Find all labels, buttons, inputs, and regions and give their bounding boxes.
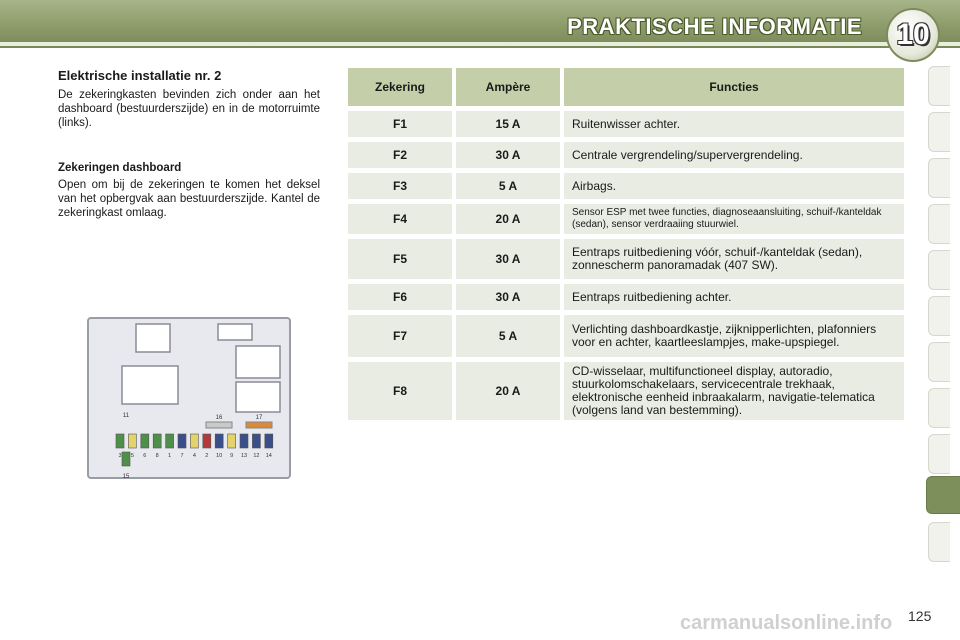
chapter-tab[interactable]	[928, 250, 950, 290]
fuse-id-cell: F5	[348, 239, 452, 279]
amp-cell: 30 A	[452, 142, 560, 168]
table-row	[348, 284, 904, 310]
chapter-tab[interactable]	[928, 342, 950, 382]
fuse-label: 6	[143, 453, 147, 459]
fuse-id-cell: F4	[348, 204, 452, 234]
table-row	[348, 173, 904, 199]
chapter-tab[interactable]	[928, 66, 950, 106]
amp-cell: 5 A	[452, 173, 560, 199]
fuse	[128, 434, 136, 448]
function-cell: Verlichting dashboardkastje, zijknipperlichten, plafonniers voor en achter, kaartleeslampjes, make-upspiegel.	[560, 315, 904, 357]
fuse	[240, 434, 248, 448]
subsection-title: Zekeringen dashboard	[58, 162, 182, 174]
page-title: PRAKTISCHE INFORMATIE	[567, 14, 862, 39]
page-number: 125	[908, 608, 932, 624]
fuse	[190, 434, 198, 448]
fuse-label: 13	[240, 453, 248, 459]
amp-cell: 5 A	[452, 315, 560, 357]
fuse-label: 11	[122, 413, 130, 419]
chapter-tab[interactable]	[928, 112, 950, 152]
chapter-tab-active[interactable]	[926, 476, 960, 514]
watermark: carmanualsonline.info	[680, 612, 893, 634]
chapter-number: 10	[896, 18, 930, 51]
column-header-fuse: Zekering	[348, 68, 452, 106]
maxi-fuse	[206, 422, 232, 428]
fuse-label: 15	[122, 474, 130, 480]
amp-cell: 15 A	[452, 111, 560, 137]
table-row	[348, 111, 904, 137]
table-row	[348, 239, 904, 279]
fuse	[116, 434, 124, 448]
table-row	[348, 315, 904, 357]
relay-slot	[218, 324, 252, 340]
function-cell: Eentraps ruitbediening vóór, schuif-/kanteldak (sedan), zonnescherm panoramadak (407 SW).	[560, 239, 904, 279]
fuse	[203, 434, 211, 448]
amp-cell: 30 A	[452, 239, 560, 279]
header-stripe	[0, 42, 960, 46]
table-row	[348, 142, 904, 168]
fuse-id-cell: F3	[348, 173, 452, 199]
relay-slot	[136, 324, 170, 352]
intro-paragraph: De zekeringkasten bevinden zich onder aan het dashboard (bestuurderszijde) en in de motorruimte (links).	[58, 89, 320, 129]
fuse	[265, 434, 273, 448]
fuse-label: 2	[205, 453, 209, 459]
relay-slot	[236, 382, 280, 412]
fuse-label: 5	[130, 453, 134, 459]
fuse	[252, 434, 260, 448]
chapter-tab[interactable]	[928, 522, 950, 562]
fuse-label: 14	[265, 453, 272, 459]
function-cell: CD-wisselaar, multifunctioneel display, autoradio, stuurkolomschakelaars, servicecentrale trekhaak, elektronische eenheid inbraakalarm, navigatie-telematica (volgens land van bestemming).	[560, 362, 904, 420]
fuse	[166, 434, 174, 448]
chapter-badge	[886, 8, 940, 62]
chapter-tab[interactable]	[928, 296, 950, 336]
amp-cell: 30 A	[452, 284, 560, 310]
table-header-row	[348, 68, 904, 106]
table-row	[348, 362, 904, 420]
function-cell: Eentraps ruitbediening achter.	[560, 284, 904, 310]
chapter-tab[interactable]	[928, 158, 950, 198]
fuse	[141, 434, 149, 448]
function-cell: Airbags.	[560, 173, 904, 199]
fuse-label: 17	[255, 415, 263, 421]
fuse	[153, 434, 161, 448]
function-cell: Centrale vergrendeling/supervergrendeling.	[560, 142, 904, 168]
fuse-id-cell: F6	[348, 284, 452, 310]
relay-slot	[236, 346, 280, 378]
fuse-label: 3	[118, 453, 122, 459]
fuse	[215, 434, 223, 448]
fuse-id-cell: F2	[348, 142, 452, 168]
fuse-id-cell: F8	[348, 362, 452, 420]
instruction-paragraph: Open om bij de zekeringen te komen het deksel van het opbergvak aan bestuurderszijde. Kantel de zekeringkast omlaag.	[58, 179, 320, 219]
fuse-label: 12	[253, 453, 260, 459]
fuse-id-cell: F1	[348, 111, 452, 137]
chapter-tab[interactable]	[928, 204, 950, 244]
fuse-label: 16	[215, 415, 223, 421]
fuse	[178, 434, 186, 448]
fuse-label: 10	[216, 453, 223, 459]
function-cell: Sensor ESP met twee functies, diagnoseaansluiting, schuif-/kanteldak (sedan), sensor verdraaiing stuurwiel.	[560, 204, 904, 234]
fuse-id-cell: F7	[348, 315, 452, 357]
fuse-table	[348, 68, 904, 420]
amp-cell: 20 A	[452, 362, 560, 420]
fuse-label: 4	[192, 453, 196, 459]
fuse-label: 9	[230, 453, 234, 459]
section-title: Elektrische installatie nr. 2	[58, 68, 222, 83]
column-header-amp: Ampère	[452, 68, 560, 106]
fuse	[122, 452, 130, 466]
function-cell: Ruitenwisser achter.	[560, 111, 904, 137]
chapter-tab[interactable]	[928, 388, 950, 428]
fuse	[228, 434, 236, 448]
table-row	[348, 204, 904, 234]
relay-slot	[122, 366, 178, 404]
chapter-tabs	[928, 66, 956, 576]
column-header-functions: Functies	[560, 68, 904, 106]
fuse-label: 1	[168, 453, 172, 459]
chapter-tab[interactable]	[928, 434, 950, 474]
maxi-fuse	[246, 422, 272, 428]
fuse-label: 8	[155, 453, 159, 459]
amp-cell: 20 A	[452, 204, 560, 234]
fuse-label: 7	[180, 453, 184, 459]
fusebox-diagram	[86, 316, 292, 482]
